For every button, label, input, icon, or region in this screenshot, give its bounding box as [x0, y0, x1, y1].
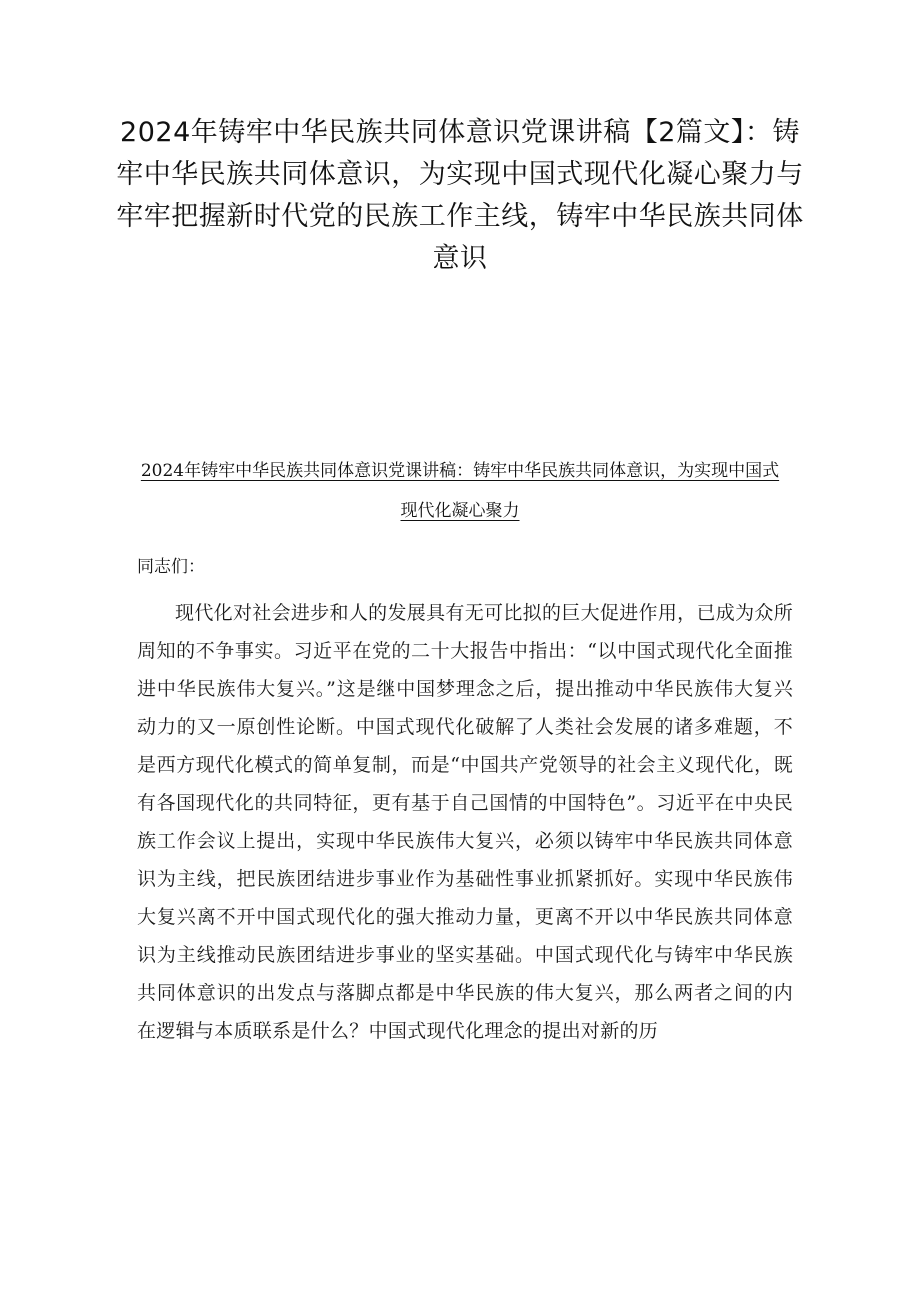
salutation: 同志们： [137, 557, 205, 577]
body-paragraph: 现代化对社会进步和人的发展具有无可比拟的巨大促进作用，已成为众所周知的不争事实。习近平在党的二十大报告中指出：“以中国式现代化全面推进中华民族伟大复兴。”这是继中国梦理念之后，提出推动中华民族伟大复兴动力的又一原创性论断。中国式现代化破解了人类社会发展的诸多难题，不是西方现代化模式的简单复制，而是“中国共产党领导的社会主义现代化，既有各国现代化的共同特征，更有基于自己国情的中国特色”。习近平在中央民族工作会议上提出，实现中华民族伟大复兴，必须以铸牢中华民族共同体意识为主线，把民族团结进步事业作为基础性事业抓紧抓好。实现中华民族伟大复兴离不开中国式现代化的强大推动力量，更离不开以中华民族共同体意识为主线推动民族团结进步事业的坚实基础。中国式现代化与铸牢中华民族共同体意识的出发点与落脚点都是中华民族的伟大复兴，那么两者之间的内在逻辑与本质联系是什么？中国式现代化理念的提出对新的历 [137, 602, 793, 1042]
document-title: 2024年铸牢中华民族共同体意识党课讲稿【2篇文】：铸牢中华民族共同体意识，为实现中国式现代化凝心聚力与牢牢把握新时代党的民族工作主线，铸牢中华民族共同体意识 [116, 117, 804, 274]
speech-subtitle-text: 2024年铸牢中华民族共同体意识党课讲稿：铸牢中华民族共同体意识，为实现中国式现代化凝心聚力 [140, 461, 780, 521]
speech-subtitle [140, 451, 780, 531]
